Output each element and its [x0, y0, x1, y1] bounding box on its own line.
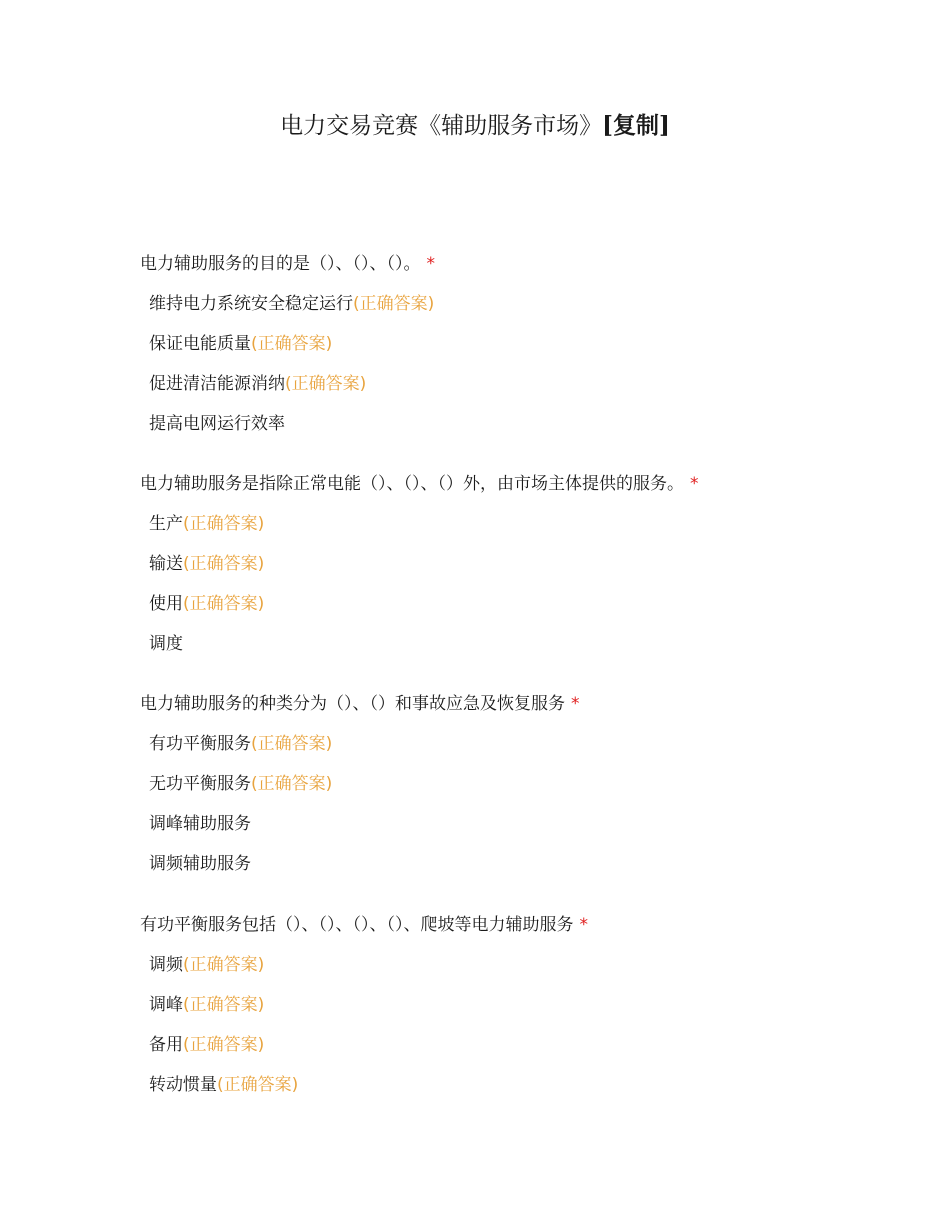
- option-label: 转动惯量: [149, 1075, 217, 1095]
- page-title-suffix: [复制]: [602, 112, 670, 139]
- question-2-text: [140, 472, 900, 496]
- correct-answer-label: (正确答案): [183, 995, 265, 1015]
- option[interactable]: [140, 716, 900, 756]
- correct-answer-label: (正确答案): [183, 594, 265, 614]
- option[interactable]: [140, 316, 900, 356]
- required-mark: *: [426, 254, 435, 274]
- option-label: 使用: [149, 594, 183, 614]
- question-4-text: [140, 913, 900, 937]
- option-label: 提高电网运行效率: [149, 414, 285, 434]
- correct-answer-label: (正确答案): [251, 334, 333, 354]
- option-label: 调峰: [149, 995, 183, 1015]
- question-text: 电力辅助服务的目的是（）、（）、（）。: [140, 254, 421, 274]
- option-label: 备用: [149, 1035, 183, 1055]
- correct-answer-label: (正确答案): [217, 1075, 299, 1095]
- option-label: 调度: [149, 634, 183, 654]
- option[interactable]: [140, 356, 900, 396]
- option[interactable]: [140, 576, 900, 616]
- option-label: 调峰辅助服务: [149, 814, 251, 834]
- correct-answer-label: (正确答案): [183, 514, 265, 534]
- option[interactable]: [140, 836, 900, 876]
- option[interactable]: [140, 756, 900, 796]
- question-1-text: [140, 252, 900, 276]
- option[interactable]: [140, 1017, 900, 1057]
- correct-answer-label: (正确答案): [353, 294, 435, 314]
- option-label: 维持电力系统安全稳定运行: [149, 294, 353, 314]
- option[interactable]: [140, 796, 900, 836]
- option-label: 保证电能质量: [149, 334, 251, 354]
- correct-answer-label: (正确答案): [251, 774, 333, 794]
- option[interactable]: [140, 616, 900, 656]
- correct-answer-label: (正确答案): [183, 554, 265, 574]
- correct-answer-label: (正确答案): [251, 734, 333, 754]
- correct-answer-label: (正确答案): [285, 374, 367, 394]
- question-3: [140, 692, 900, 876]
- correct-answer-label: (正确答案): [183, 955, 265, 975]
- correct-answer-label: (正确答案): [183, 1035, 265, 1055]
- option-label: 输送: [149, 554, 183, 574]
- option-label: 调频辅助服务: [149, 854, 251, 874]
- question-text: 电力辅助服务的种类分为（）、（）和事故应急及恢复服务: [140, 694, 565, 714]
- option-label: 生产: [149, 514, 183, 534]
- page-title-main: 电力交易竞赛《辅助服务市场》: [280, 113, 603, 139]
- question-1-options: [140, 276, 900, 436]
- question-2: [140, 472, 900, 656]
- question-1: [140, 252, 900, 436]
- required-mark: *: [571, 694, 580, 714]
- question-2-options: [140, 496, 900, 656]
- question-text: 有功平衡服务包括（）、（）、（）、（）、爬坡等电力辅助服务: [140, 915, 574, 935]
- option[interactable]: [140, 396, 900, 436]
- page-title: [0, 108, 950, 144]
- question-4-options: [140, 937, 900, 1097]
- option-label: 有功平衡服务: [149, 734, 251, 754]
- option-label: 无功平衡服务: [149, 774, 251, 794]
- option-label: 促进清洁能源消纳: [149, 374, 285, 394]
- required-mark: *: [690, 474, 699, 494]
- option[interactable]: [140, 1057, 900, 1097]
- option[interactable]: [140, 937, 900, 977]
- required-mark: *: [579, 915, 588, 935]
- option[interactable]: [140, 276, 900, 316]
- option-label: 调频: [149, 955, 183, 975]
- question-3-text: [140, 692, 900, 716]
- question-3-options: [140, 716, 900, 876]
- option[interactable]: [140, 496, 900, 536]
- question-text: 电力辅助服务是指除正常电能（）、（）、（）外，由市场主体提供的服务。: [140, 474, 684, 494]
- option[interactable]: [140, 977, 900, 1017]
- option[interactable]: [140, 536, 900, 576]
- question-4: [140, 913, 900, 1097]
